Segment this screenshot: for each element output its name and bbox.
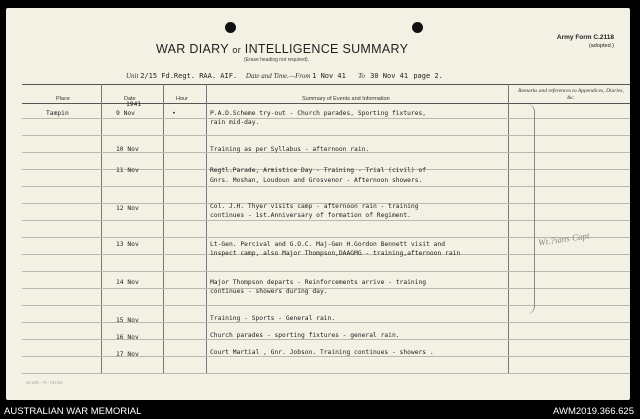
form-title <box>156 42 496 63</box>
row-summary-line: inspect camp, also Major Thompson,DAAGMG - training,afternoon rain <box>210 250 461 257</box>
col-divider-summary <box>508 84 509 374</box>
row-date: 10 Nov <box>116 146 139 153</box>
row-summary-line: continues - showers during day. <box>210 288 328 295</box>
row-rule <box>22 118 630 119</box>
col-header-summary: Summary of Events and Information <box>302 96 390 102</box>
to-label: To <box>358 72 365 80</box>
row-rule <box>22 373 630 374</box>
binder-hole-right <box>412 22 423 33</box>
army-form-label <box>557 34 614 50</box>
row-date: 12 Nov <box>116 205 139 212</box>
margin-signature: Wt.?ians Capt <box>537 230 590 248</box>
row-rule <box>22 305 630 306</box>
col-header-remarks: Remarks and references to Appendices, Diaries, &c. <box>518 88 624 101</box>
diary-page <box>6 8 630 400</box>
row-summary-line: Training as per Syllabus - afternoon rain. <box>210 146 370 153</box>
table-top-rule <box>22 84 630 85</box>
row-summary-line: P.A.D.Scheme try-out - Church parades, Sporting fixtures, <box>210 110 427 117</box>
row-date: 14 Nov <box>116 279 139 286</box>
row-summary-line: continues - 1st.Anniversary of formation of Regiment. <box>210 212 411 219</box>
col-header-hour: Hour <box>176 96 188 102</box>
to-value: 30 Nov 41 <box>370 72 409 80</box>
unit-line <box>126 72 443 80</box>
row-summary-line: rain mid-day. <box>210 119 260 126</box>
margin-brace <box>524 104 535 314</box>
binder-hole-left <box>225 22 236 33</box>
datetime-label: Date and Time.—From <box>245 72 311 80</box>
title-subtitle: (Erase heading not required). <box>244 57 310 63</box>
row-summary-line: Court Martial , Gnr. Jobson. Training continues - showers . <box>210 349 434 356</box>
row-summary-line: Col. J.H. Thyer visits camp - afternoon rain - training <box>210 203 419 210</box>
header-bottom-rule <box>22 103 630 104</box>
row-date: 16 Nov <box>116 334 139 341</box>
row-rule <box>22 271 630 272</box>
row-summary-line: Church parades - sporting fixtures - general rain. <box>210 332 400 339</box>
row-hour-mark: • <box>172 110 176 117</box>
page-value: page 2. <box>413 72 443 80</box>
title-war-diary: WAR DIARY <box>156 42 229 56</box>
col-header-date: Date <box>124 96 136 102</box>
row-summary-line: Gnrs. Moshan, Loudoun and Grosvenor - Afternoon showers. <box>210 177 423 184</box>
row-summary-line: Regtl.Parade, Armistice Day - Training - Trial (civil) of <box>210 167 427 174</box>
row-rule <box>22 135 630 136</box>
army-form-number: Army Form C.2118 <box>556 34 614 41</box>
row-rule <box>22 220 630 221</box>
row-date: 11 Nov <box>116 167 139 174</box>
row-summary-line: Major Thompson departs - Reinforcements arrive - training <box>210 279 427 286</box>
col-divider-date <box>163 84 164 374</box>
row-date: 15 Nov <box>116 317 139 324</box>
army-form-adopted: (adopted.) <box>588 43 614 49</box>
unit-value: 2/15 Fd.Regt. RAA. AIF. <box>140 72 238 80</box>
from-value: 1 Nov 41 <box>312 72 346 80</box>
row-rule <box>22 186 630 187</box>
title-or: or <box>232 45 242 55</box>
row-year: 1941 <box>126 101 142 108</box>
row-date: 9 Nov <box>116 110 135 117</box>
unit-label: Unit <box>126 72 139 80</box>
footer-institution: AUSTRALIAN WAR MEMORIAL <box>4 406 142 417</box>
col-header-place: Place <box>56 96 70 102</box>
row-date: 17 Nov <box>116 351 139 358</box>
row-date: 13 Nov <box>116 241 139 248</box>
printer-mark: 25/1495 - 79 - 10/1941 <box>26 380 63 385</box>
col-divider-hour <box>206 84 207 374</box>
footer-accession: AWM2019.366.625 <box>553 406 634 417</box>
title-intelligence-summary: INTELLIGENCE SUMMARY <box>244 42 409 56</box>
row-place: Tampin <box>46 110 69 117</box>
row-summary-line: Lt-Gen. Percival and G.O.C. Maj-Gen H.Gordon Bennett visit and <box>210 241 446 248</box>
row-summary-line: Training - Sports - General rain. <box>210 315 336 322</box>
col-divider-place <box>101 84 102 374</box>
